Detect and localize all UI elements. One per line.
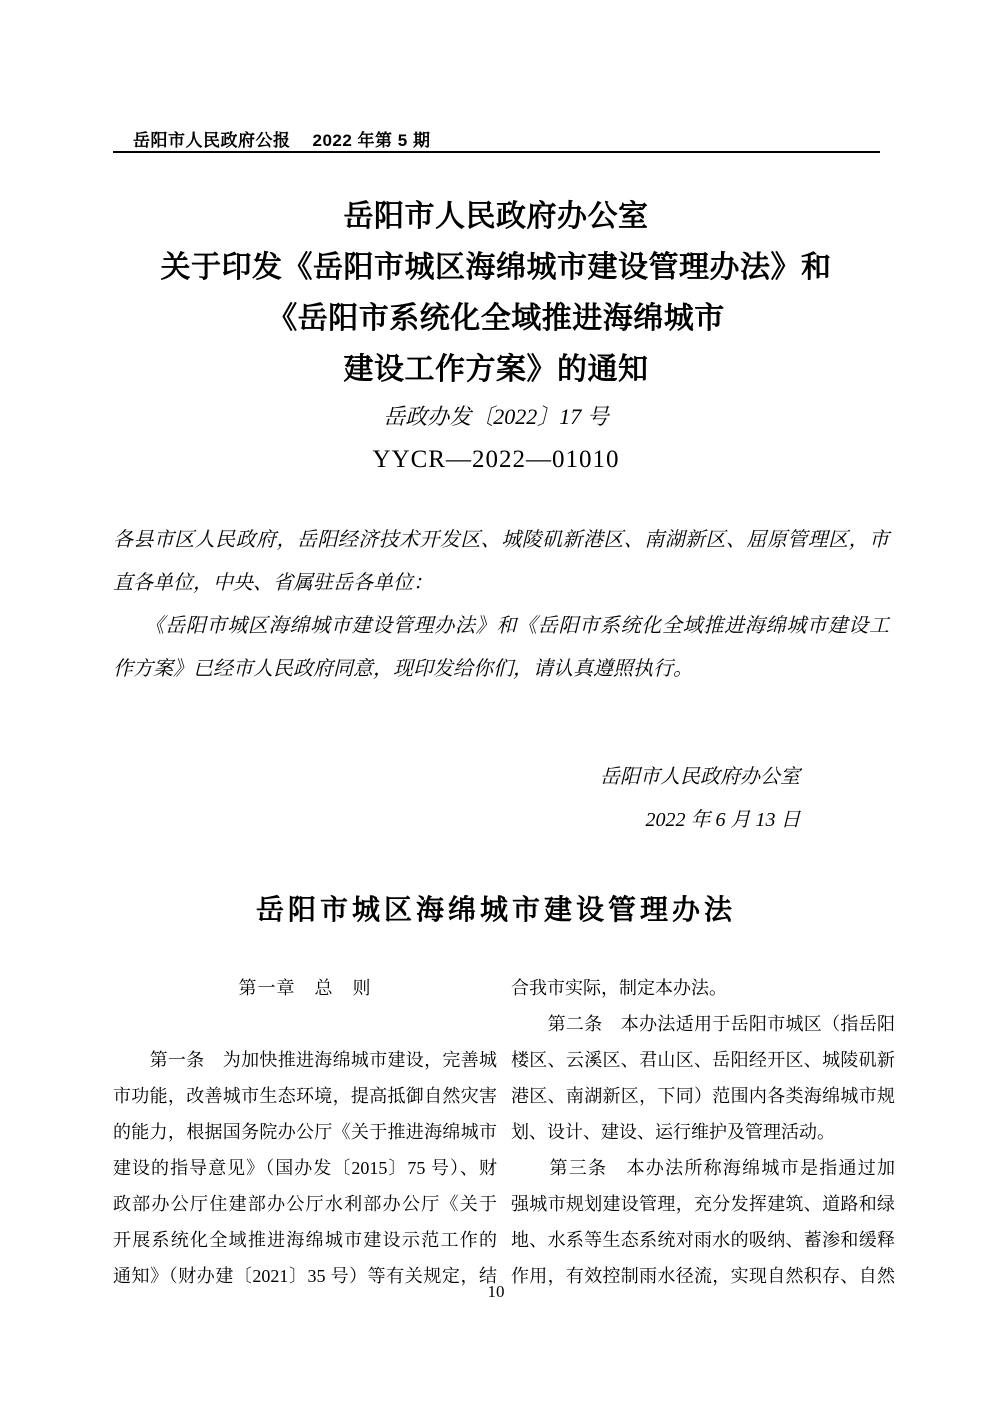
regulation-line: 第二条 本办法适用于岳阳市城区（指岳阳 [511,1014,895,1034]
regulation-line: 建设的指导意见》（国办发〔2015〕75 号）、财 [113,1158,497,1178]
regulation-column-left [113,970,497,1294]
header-rule [113,151,880,153]
notice-body-line: 《岳阳市城区海绵城市建设管理办法》和《岳阳市系统化全域推进海绵城市建设工 [113,615,889,637]
notice-title-line-2: 关于印发《岳阳市城区海绵城市建设管理办法》和 [160,251,832,284]
notice-body-line: 直各单位，中央、省属驻岳各单位： [113,572,433,594]
gazette-header [133,126,430,151]
regulation-line: 地、水系等生态系统对雨水的吸纳、蓄渗和缓释 [511,1230,895,1250]
regulation-line: 政部办公厅住建部办公厅水利部办公厅《关于 [113,1194,497,1214]
notice-title-line-3: 《岳阳市系统化全域推进海绵城市 [267,302,725,335]
signature-date: 2022 年 6 月 13 日 [645,809,801,831]
blank-line [113,1006,497,1042]
signature-signer: 岳阳市人民政府办公室 [600,766,800,788]
signature-block [560,756,840,842]
issue-number: 2022 年第 5 期 [312,131,431,150]
regulation-line: 作用，有效控制雨水径流，实现自然积存、自然 [511,1266,895,1286]
index-number: YYCR—2022—01010 [372,446,620,473]
notice-body [113,519,889,691]
notice-title-line-4: 建设工作方案》的通知 [343,353,649,386]
notice-title [0,191,992,395]
regulation-line: 开展系统化全域推进海绵城市建设示范工作的 [113,1230,497,1250]
chapter-heading: 第一章 总 则 [238,978,372,998]
regulation-line: 通知》（财办建〔2021〕35 号）等有关规定，结 [113,1266,497,1286]
notice-body-line: 各县市区人民政府，岳阳经济技术开发区、城陵矶新港区、南湖新区、屈原管理区，市 [113,529,889,551]
regulation-line: 楼区、云溪区、君山区、岳阳经开区、城陵矶新 [511,1050,895,1070]
regulation-line: 划、设计、建设、运行维护及管理活动。 [511,1122,835,1142]
regulation-line: 强城市规划建设管理，充分发挥建筑、道路和绿 [511,1194,895,1214]
notice-title-line-1: 岳阳市人民政府办公室 [343,200,649,233]
regulation-body [113,970,895,1300]
doc-number: 岳政办发〔2022〕17 号 [383,404,609,429]
regulation-line: 第三条 本办法所称海绵城市是指通过加 [511,1158,895,1178]
notice-body-line: 作方案》已经市人民政府同意，现印发给你们，请认真遵照执行。 [113,658,693,680]
regulation-line: 第一条 为加快推进海绵城市建设，完善城 [113,1050,497,1070]
regulation-line: 的能力，根据国务院办公厅《关于推进海绵城市 [113,1122,497,1142]
regulation-title: 岳阳市城区海绵城市建设管理办法 [255,895,736,926]
regulation-column-right [511,970,895,1294]
gazette-title: 岳阳市人民政府公报 [133,131,291,150]
regulation-line: 港区、南湖新区，下同）范围内各类海绵城市规 [511,1086,895,1106]
page-number: 10 [487,1282,505,1301]
regulation-line: 市功能，改善城市生态环境，提高抵御自然灾害 [113,1086,497,1106]
regulation-line: 合我市实际，制定本办法。 [511,978,727,998]
